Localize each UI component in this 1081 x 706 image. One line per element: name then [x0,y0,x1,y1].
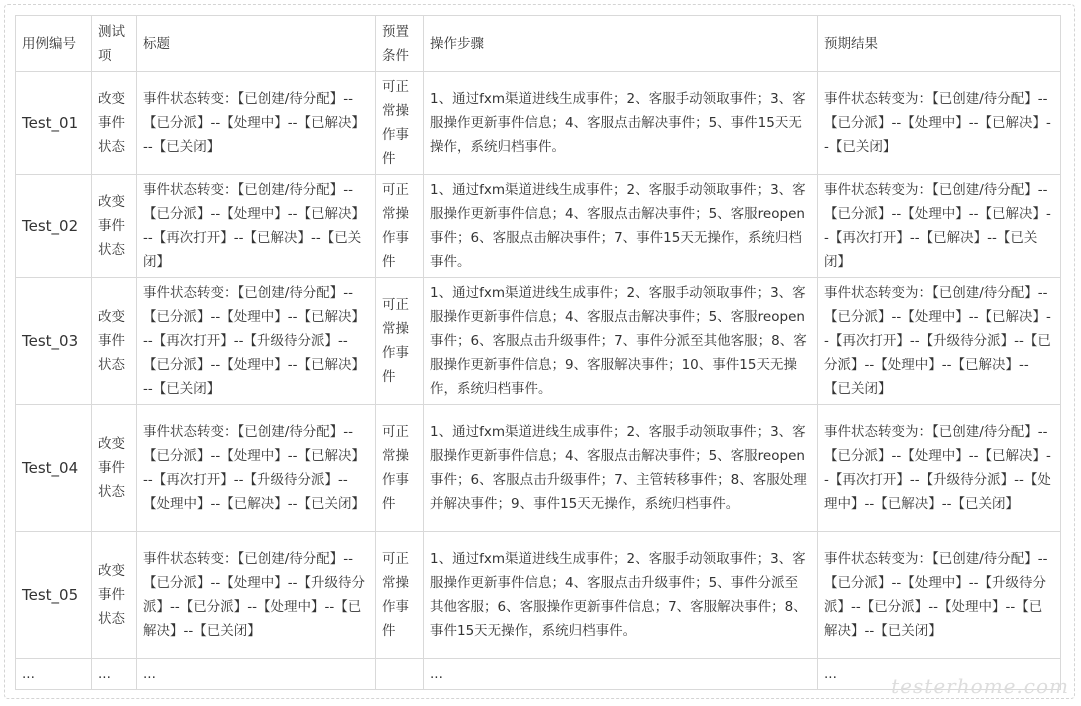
expected-result: ... [818,659,1061,690]
table-row [16,278,1061,405]
precondition [376,659,424,690]
expected-result: 事件状态转变为：【已创建/待分配】--【已分派】--【处理中】--【已解决】--【再次打开】--【升级待分派】--【已分派】--【处理中】--【已解决】--【已关闭】 [818,278,1061,405]
expected-result: 事件状态转变为：【已创建/待分配】--【已分派】--【处理中】--【已解决】--【再次打开】--【升级待分派】--【处理中】--【已解决】--【已关闭】 [818,405,1061,532]
header-row [16,16,1061,72]
test-item: 改变事件状态 [92,278,137,405]
precondition: 可正常操作事件 [376,532,424,659]
case-id: Test_05 [16,532,92,659]
header-title: 标题 [137,16,376,72]
expected-result: 事件状态转变为：【已创建/待分配】--【已分派】--【处理中】--【已解决】--【再次打开】--【已解决】--【已关闭】 [818,175,1061,278]
case-id: Test_01 [16,72,92,175]
steps: 1、通过fxm渠道进线生成事件；2、客服手动领取事件；3、客服操作更新事件信息；4、客服点击解决事件；5、客服reopen事件；6、客服点击升级事件；7、主管转移事件；8、客服处理并解决事件；9、事件15天无操作，系统归档事件。 [424,405,818,532]
case-id: ... [16,659,92,690]
case-id: Test_04 [16,405,92,532]
expected-result: 事件状态转变为：【已创建/待分配】--【已分派】--【处理中】--【升级待分派】--【已分派】--【处理中】--【已解决】--【已关闭】 [818,532,1061,659]
test-item: 改变事件状态 [92,72,137,175]
header-precondition: 预置条件 [376,16,424,72]
case-title: ... [137,659,376,690]
header-case-id: 用例编号 [16,16,92,72]
case-title: 事件状态转变：【已创建/待分配】--【已分派】--【处理中】--【升级待分派】--【已分派】--【处理中】--【已解决】--【已关闭】 [137,532,376,659]
case-id: Test_03 [16,278,92,405]
header-steps: 操作步骤 [424,16,818,72]
case-title: 事件状态转变：【已创建/待分配】--【已分派】--【处理中】--【已解决】--【已关闭】 [137,72,376,175]
header-test-item: 测试项 [92,16,137,72]
steps: ... [424,659,818,690]
test-item: 改变事件状态 [92,405,137,532]
test-case-table [15,15,1061,690]
test-item: ... [92,659,137,690]
steps: 1、通过fxm渠道进线生成事件；2、客服手动领取事件；3、客服操作更新事件信息；4、客服点击解决事件；5、事件15天无操作，系统归档事件。 [424,72,818,175]
case-title: 事件状态转变：【已创建/待分配】--【已分派】--【处理中】--【已解决】--【再次打开】--【已解决】--【已关闭】 [137,175,376,278]
table-row [16,72,1061,175]
precondition: 可正常操作事件 [376,405,424,532]
test-item: 改变事件状态 [92,532,137,659]
watermark: testerhome.com [891,674,1069,698]
table-row [16,405,1061,532]
table-row [16,175,1061,278]
precondition: 可正常操作事件 [376,278,424,405]
precondition: 可正常操作事件 [376,175,424,278]
case-title: 事件状态转变：【已创建/待分配】--【已分派】--【处理中】--【已解决】--【再次打开】--【升级待分派】--【已分派】--【处理中】--【已解决】--【已关闭】 [137,278,376,405]
case-id: Test_02 [16,175,92,278]
precondition: 可正常操作事件 [376,72,424,175]
header-expected: 预期结果 [818,16,1061,72]
steps: 1、通过fxm渠道进线生成事件；2、客服手动领取事件；3、客服操作更新事件信息；4、客服点击升级事件；5、事件分派至其他客服；6、客服操作更新事件信息；7、客服解决事件；8、事件15天无操作，系统归档事件。 [424,532,818,659]
expected-result: 事件状态转变为：【已创建/待分配】--【已分派】--【处理中】--【已解决】--【已关闭】 [818,72,1061,175]
case-title: 事件状态转变：【已创建/待分配】--【已分派】--【处理中】--【已解决】--【再次打开】--【升级待分派】--【处理中】--【已解决】--【已关闭】 [137,405,376,532]
steps: 1、通过fxm渠道进线生成事件；2、客服手动领取事件；3、客服操作更新事件信息；4、客服点击解决事件；5、客服reopen事件；6、客服点击升级事件；7、事件分派至其他客服；8、客服操作更新事件信息；9、客服解决事件；10、事件15天无操作，系统归档事件。 [424,278,818,405]
table-row [16,532,1061,659]
steps: 1、通过fxm渠道进线生成事件；2、客服手动领取事件；3、客服操作更新事件信息；4、客服点击解决事件；5、客服reopen事件；6、客服点击解决事件；7、事件15天无操作，系统归档事件。 [424,175,818,278]
test-item: 改变事件状态 [92,175,137,278]
